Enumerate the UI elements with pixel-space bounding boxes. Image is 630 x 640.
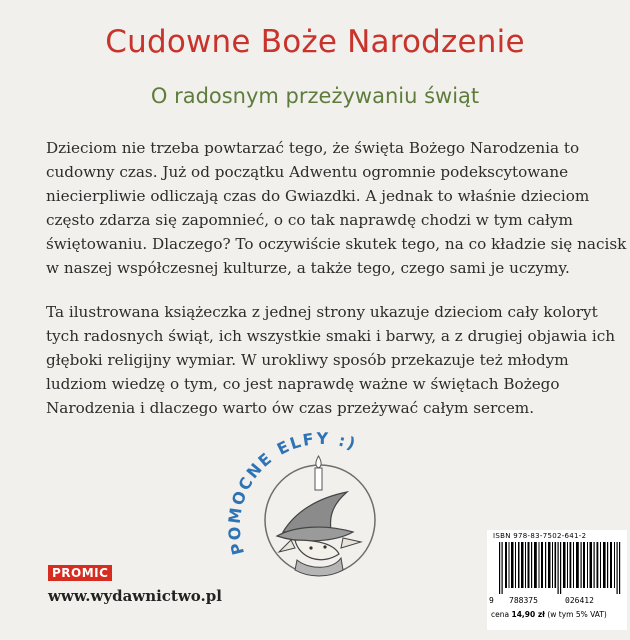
barcode-digit-group: 026412 xyxy=(565,596,594,605)
price-vat: (w tym 5% VAT) xyxy=(547,610,607,619)
paragraph-line: w naszej współczesnej kulturze, a także tego, czego sami je uczymy. xyxy=(46,259,570,277)
series-logo xyxy=(225,420,415,595)
paragraph-line: Narodzenia i dlaczego warto ów czas przeżywać całym sercem. xyxy=(46,399,535,417)
barcode-block xyxy=(487,530,627,630)
description-paragraph-1 xyxy=(46,136,627,280)
paragraph-line: głęboki religijny wymiar. W urokliwy sposób przekazuje też młodym xyxy=(46,351,569,369)
barcode-digit-group: 9 xyxy=(489,596,494,605)
barcode-digit-group: 788375 xyxy=(509,596,538,605)
paragraph-line: cudowny czas. Już od początku Adwentu ogromnie podekscytowane xyxy=(46,163,569,181)
price-label: cena xyxy=(491,610,510,619)
paragraph-line: ludziom wiedzę o tym, co jest naprawdę ważne w świętach Bożego xyxy=(46,375,560,393)
publisher-logo: PROMIC xyxy=(48,565,112,581)
book-title: Cudowne Boże Narodzenie xyxy=(105,24,525,60)
barcode-icon xyxy=(497,542,622,594)
paragraph-line: niecierpliwie odliczają czas do Gwiazdki. A jednak to właśnie dzieciom xyxy=(46,187,590,205)
series-logo-text: POMOCNE ELFY :) xyxy=(225,428,360,557)
paragraph-line: Dzieciom nie trzeba powtarzać tego, że święta Bożego Narodzenia to xyxy=(46,139,580,157)
paragraph-line: Ta ilustrowana książeczka z jednej strony ukazuje dzieciom cały koloryt xyxy=(46,303,598,321)
publisher-website: www.wydawnictwo.pl xyxy=(48,587,222,605)
description-paragraph-2 xyxy=(46,300,616,420)
elf-logo-icon xyxy=(225,420,415,595)
book-subtitle: O radosnym przeżywaniu świąt xyxy=(150,84,480,108)
paragraph-line: tych radosnych świąt, ich wszystkie smaki i barwy, a z drugiej objawia ich xyxy=(46,327,616,345)
price-value: 14,90 zł xyxy=(511,610,545,619)
paragraph-line: świętowaniu. Dlaczego? To oczywiście skutek tego, na co kładzie się nacisk xyxy=(46,235,627,253)
isbn-label: ISBN 978-83-7502-641-2 xyxy=(493,532,587,540)
price-line xyxy=(491,610,607,619)
paragraph-line: często zdarza się zapomnieć, o co tak naprawdę chodzi w tym całym xyxy=(46,211,573,229)
